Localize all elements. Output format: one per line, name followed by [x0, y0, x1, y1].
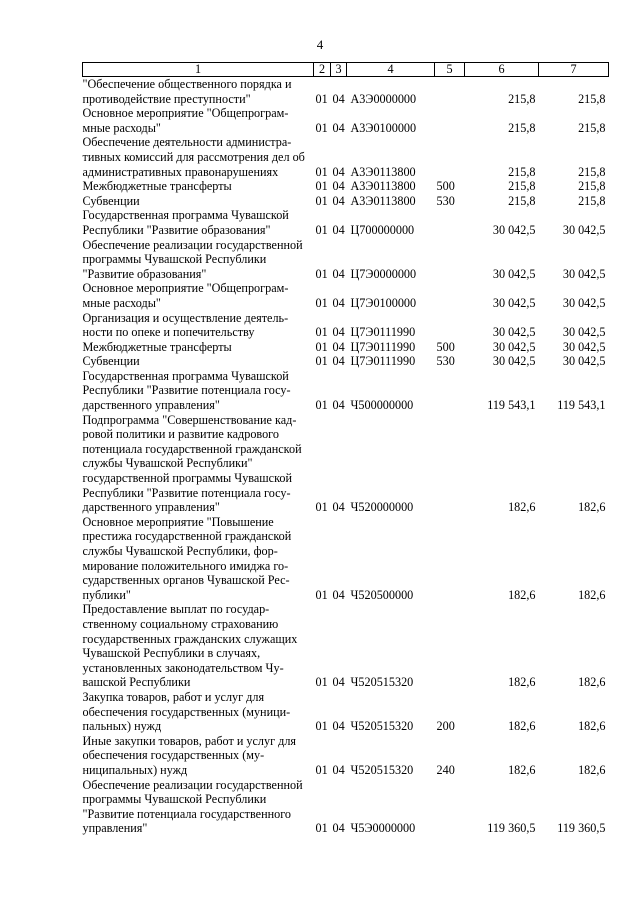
row-name: Государственная программа Чувашской Республики "Развитие потенциала государственного управления": [82, 368, 291, 413]
table-row: [83, 515, 609, 603]
row-amount-year-2: 215,8: [578, 193, 606, 208]
table-row: [83, 340, 609, 355]
row-expense-type: 200: [436, 719, 455, 734]
table-row: [83, 179, 609, 194]
row-amount-year-1: 119 360,5: [487, 821, 536, 836]
row-expense-type: [435, 208, 465, 237]
row-section: 01: [315, 325, 328, 340]
row-amount-year-1: 215,8: [508, 120, 536, 135]
row-expense-type: [435, 778, 465, 836]
page-number: 4: [316, 37, 324, 52]
row-subsection: 04: [332, 821, 345, 836]
row-subsection: 04: [332, 762, 345, 777]
row-amount-year-1: 30 042,5: [492, 339, 536, 354]
table-row: [83, 135, 609, 179]
row-expense-type: 500: [436, 179, 455, 194]
row-name: Организация и осуществление деятельности по опеке и попечительству: [82, 310, 289, 340]
row-section: 01: [315, 500, 328, 515]
row-target-article: А3Э0113800: [350, 193, 416, 208]
row-subsection: 04: [332, 91, 345, 106]
table-row: [83, 690, 609, 734]
row-section: 01: [315, 398, 328, 413]
row-subsection: 04: [332, 500, 345, 515]
row-amount-year-2: 119 543,1: [557, 398, 606, 413]
table-header-row: [83, 63, 609, 77]
row-section: 01: [315, 587, 328, 602]
table-row: [83, 238, 609, 282]
table-row: [83, 77, 609, 107]
row-section: 01: [315, 719, 328, 734]
row-subsection: 04: [332, 325, 345, 340]
row-target-article: А3Э0100000: [350, 120, 417, 135]
row-subsection: 04: [332, 339, 345, 354]
table-row: [83, 194, 609, 209]
row-section: 01: [315, 179, 328, 194]
row-amount-year-1: 182,6: [508, 675, 536, 690]
row-subsection: 04: [332, 179, 345, 194]
row-amount-year-1: 30 042,5: [492, 266, 536, 281]
row-amount-year-1: 215,8: [508, 91, 536, 106]
row-expense-type: [435, 135, 465, 179]
row-name: Государственная программа Чувашской Республики "Развитие образования": [82, 208, 289, 237]
row-name: "Обеспечение общественного порядка и противодействие преступности": [82, 77, 292, 106]
column-header: 4: [347, 63, 435, 77]
row-name: Обеспечение деятельности административных комиссий для рассмотрения дел об административных правонарушениях: [82, 135, 305, 179]
table-row: [83, 354, 609, 369]
row-name: Закупка товаров, работ и услуг для обеспечения государственных (муниципальных) нужд: [82, 689, 291, 734]
row-name: Субвенции: [82, 354, 140, 369]
row-subsection: 04: [332, 266, 345, 281]
row-amount-year-2: 182,6: [578, 500, 606, 515]
row-expense-type: 240: [436, 762, 455, 777]
row-target-article: Ц700000000: [350, 222, 415, 237]
row-section: 01: [315, 295, 328, 310]
row-amount-year-1: 30 042,5: [492, 354, 536, 369]
row-expense-type: [435, 77, 465, 107]
row-amount-year-2: 182,6: [578, 675, 606, 690]
column-header: 2: [314, 63, 331, 77]
row-amount-year-2: 30 042,5: [562, 295, 606, 310]
row-amount-year-1: 30 042,5: [492, 295, 536, 310]
row-target-article: Ч520000000: [350, 500, 414, 515]
row-expense-type: [435, 413, 465, 515]
row-name: Межбюджетные трансферты: [82, 179, 232, 194]
row-name: Предоставление выплат по государственному социальному страхованию государственных гражданских служащих Чувашской Республики в случаях, установленных законодательством Чувашской Республики: [82, 602, 298, 690]
row-amount-year-2: 182,6: [578, 719, 606, 734]
column-header: 3: [331, 63, 347, 77]
row-subsection: 04: [332, 222, 345, 237]
row-amount-year-2: 30 042,5: [562, 325, 606, 340]
row-expense-type: 530: [436, 193, 455, 208]
row-amount-year-1: 215,8: [508, 193, 536, 208]
row-subsection: 04: [332, 193, 345, 208]
row-name: Иные закупки товаров, работ и услуг для обеспечения государственных (муниципальных) нужд: [82, 733, 297, 777]
row-expense-type: [435, 602, 465, 690]
row-amount-year-2: 182,6: [578, 587, 606, 602]
table-row: [83, 734, 609, 778]
row-target-article: А3Э0113800: [350, 164, 416, 179]
column-header: 7: [539, 63, 609, 77]
row-name: Обеспечение реализации государственной программы Чувашской Республики "Развитие образования": [82, 237, 303, 281]
row-amount-year-1: 30 042,5: [492, 222, 536, 237]
row-amount-year-2: 30 042,5: [562, 354, 606, 369]
row-section: 01: [315, 675, 328, 690]
row-amount-year-2: 215,8: [578, 91, 606, 106]
row-section: 01: [315, 222, 328, 237]
table-row: [83, 208, 609, 237]
row-amount-year-2: 30 042,5: [562, 222, 606, 237]
row-amount-year-2: 215,8: [578, 164, 606, 179]
row-amount-year-1: 215,8: [508, 179, 536, 194]
row-amount-year-2: 215,8: [578, 120, 606, 135]
row-subsection: 04: [332, 675, 345, 690]
row-amount-year-1: 182,6: [508, 587, 536, 602]
table-row: [83, 413, 609, 515]
row-expense-type: [435, 369, 465, 413]
row-name: Субвенции: [82, 193, 140, 208]
row-amount-year-2: 119 360,5: [557, 821, 606, 836]
row-target-article: А3Э0000000: [350, 91, 417, 106]
row-name: Подпрограмма "Совершенствование кадровой политики и развитие кадрового потенциала государственной гражданской службы Чувашской Республики" государственной программы Чувашской Республики "Развитие потенциала государственного управления": [82, 412, 302, 515]
column-header: 6: [465, 63, 539, 77]
row-amount-year-1: 182,6: [508, 762, 536, 777]
row-section: 01: [315, 164, 328, 179]
table-row: [83, 602, 609, 690]
row-amount-year-1: 215,8: [508, 164, 536, 179]
row-subsection: 04: [332, 398, 345, 413]
row-amount-year-1: 182,6: [508, 719, 536, 734]
table-row: [83, 369, 609, 413]
row-name: Основное мероприятие "Общепрограммные расходы": [82, 106, 289, 135]
row-target-article: Ч520515320: [350, 762, 414, 777]
row-amount-year-2: 30 042,5: [562, 339, 606, 354]
row-expense-type: [435, 311, 465, 340]
row-target-article: Ц7Э0111990: [350, 339, 416, 354]
row-section: 01: [315, 354, 328, 369]
row-amount-year-2: 182,6: [578, 762, 606, 777]
row-subsection: 04: [332, 295, 345, 310]
budget-table: [82, 62, 609, 836]
row-section: 01: [315, 821, 328, 836]
row-target-article: А3Э0113800: [350, 179, 416, 194]
row-target-article: Ч520500000: [350, 587, 414, 602]
row-target-article: Ц7Э0111990: [350, 354, 416, 369]
row-amount-year-1: 30 042,5: [492, 325, 536, 340]
row-subsection: 04: [332, 164, 345, 179]
row-name: Основное мероприятие "Общепрограммные расходы": [82, 281, 289, 310]
row-target-article: Ч520515320: [350, 675, 414, 690]
row-expense-type: 530: [436, 354, 455, 369]
row-expense-type: [435, 106, 465, 135]
row-name: Межбюджетные трансферты: [82, 339, 232, 354]
row-name: Основное мероприятие "Повышение престижа государственной гражданской службы Чувашской Республики, формирование положительного имиджа государственных органов Чувашской Республики": [82, 514, 292, 602]
row-expense-type: [435, 515, 465, 603]
table-row: [83, 281, 609, 310]
table-row: [83, 311, 609, 340]
row-section: 01: [315, 91, 328, 106]
row-subsection: 04: [332, 719, 345, 734]
row-name: Обеспечение реализации государственной программы Чувашской Республики "Развитие потенциала государственного управления": [82, 777, 303, 836]
row-target-article: Ч500000000: [350, 398, 414, 413]
row-amount-year-2: 30 042,5: [562, 266, 606, 281]
row-section: 01: [315, 266, 328, 281]
column-header: 1: [83, 63, 314, 77]
row-target-article: Ц7Э0100000: [350, 295, 417, 310]
table-row: [83, 778, 609, 836]
row-section: 01: [315, 762, 328, 777]
row-target-article: Ц7Э0111990: [350, 325, 416, 340]
table-row: [83, 106, 609, 135]
row-expense-type: [435, 238, 465, 282]
row-section: 01: [315, 120, 328, 135]
row-target-article: Ц7Э0000000: [350, 266, 417, 281]
row-section: 01: [315, 339, 328, 354]
row-amount-year-1: 182,6: [508, 500, 536, 515]
row-subsection: 04: [332, 587, 345, 602]
row-amount-year-2: 215,8: [578, 179, 606, 194]
row-amount-year-1: 119 543,1: [487, 398, 536, 413]
row-subsection: 04: [332, 354, 345, 369]
row-target-article: Ч520515320: [350, 719, 414, 734]
column-header: 5: [435, 63, 465, 77]
row-target-article: Ч5Э0000000: [350, 821, 416, 836]
row-subsection: 04: [332, 120, 345, 135]
row-expense-type: 500: [436, 339, 455, 354]
row-expense-type: [435, 281, 465, 310]
row-section: 01: [315, 193, 328, 208]
